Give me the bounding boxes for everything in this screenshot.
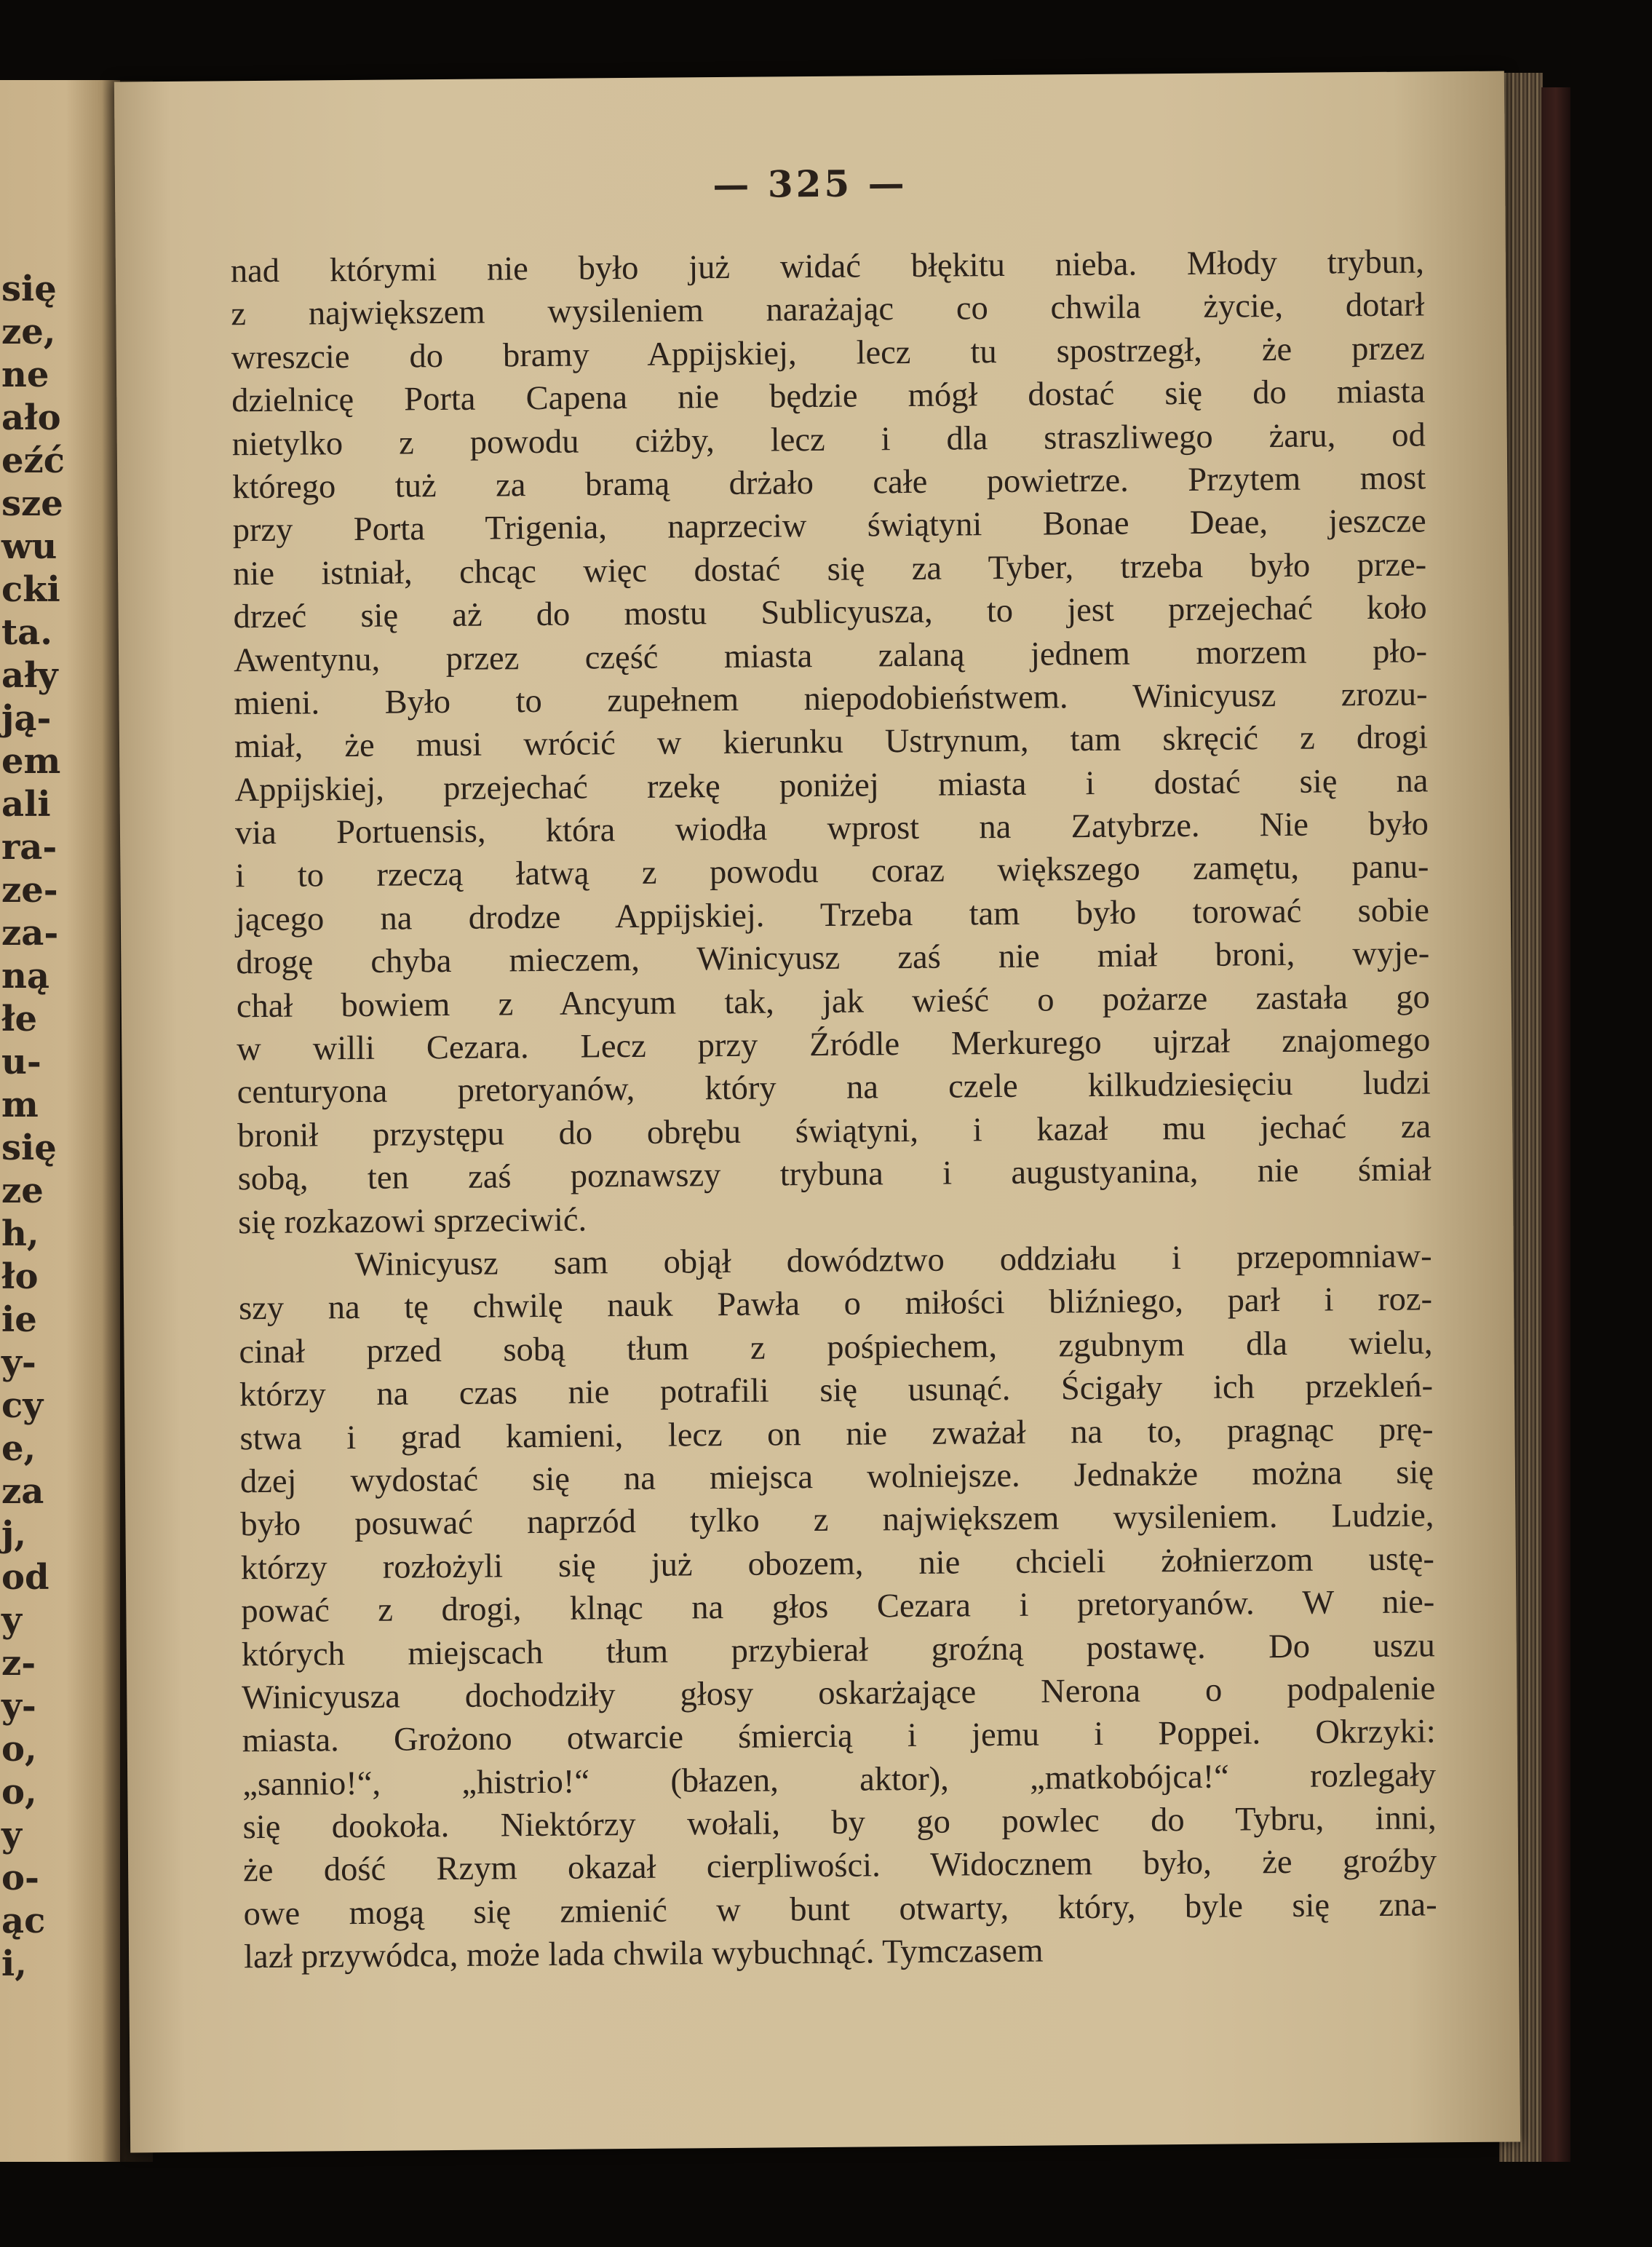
left-page-fragment: z- <box>1 1643 36 1684</box>
text-line: owe mogą się zmienić w bunt otwarty, który, byle się zna- <box>243 1886 1437 1933</box>
text-line: mieni. Było to zupełnem niepodobieństwem. Winicyusz zrozu- <box>234 675 1428 723</box>
left-page-fragment: h, <box>1 1213 39 1254</box>
text-line: drogę chyba mieczem, Winicyusz zaś nie miał broni, wyje- <box>236 935 1430 982</box>
left-page-fragment: ze, <box>1 312 56 352</box>
left-page-fragment: wu <box>1 526 57 567</box>
left-page-fragment: ne <box>1 354 49 395</box>
text-line: szy na tę chwilę nauk Pawła o miłości bliźniego, parł i roz- <box>238 1280 1433 1328</box>
text-line: dzej wydostać się na miejsca wolniejsze. Jednakże można się <box>239 1454 1434 1501</box>
text-line: miał, że musi wrócić w kierunku Ustrynum, tam skręcić z drogi <box>234 718 1429 766</box>
text-line: Appijskiej, przejechać rzekę poniżej miasta i dostać się na <box>234 762 1429 809</box>
left-page-fragment: cki <box>1 569 60 610</box>
left-page-fragment: i, <box>1 1943 27 1984</box>
left-page-fragment: y- <box>1 1342 36 1383</box>
left-page-fragment: ali <box>1 784 51 825</box>
left-page-fragment: ąc <box>1 1901 46 1941</box>
left-page-fragment: ze <box>1 1170 44 1211</box>
text-line: cinał przed sobą tłum z pośpiechem, zgubnym dla wielu, <box>239 1324 1433 1371</box>
left-page-fragment: za <box>1 1471 44 1512</box>
left-page-fragment: m <box>1 1085 39 1125</box>
text-line: nietylko z powodu ciżby, lecz i dla straszliwego żaru, od <box>231 416 1426 463</box>
text-line: via Portuensis, która wiodła wprost na Zatybrze. Nie było <box>234 805 1429 852</box>
left-page-fragment: za- <box>1 913 59 954</box>
text-line: drzeć się aż do mostu Sublicyusza, to jest przejechać koło <box>233 589 1427 636</box>
text-line: w willi Cezara. Lecz przy Źródle Merkurego ujrzał znajomego <box>237 1021 1431 1069</box>
text-line: Awentynu, przez część miasta zalaną jednem morzem pło- <box>233 632 1428 679</box>
text-line: stwa i grad kamieni, lecz on nie zważał na to, pragnąc prę- <box>239 1410 1434 1457</box>
right-page <box>114 71 1520 2153</box>
left-page-fragment: łe <box>1 999 38 1039</box>
text-line: się rozkazowi sprzeciwić. <box>237 1201 587 1241</box>
text-line: Winicyusza dochodziły głosy oskarżające Nerona o podpalenie <box>242 1670 1436 1717</box>
text-line: z największem wysileniem narażając co chwila życie, dotarł <box>231 286 1425 333</box>
left-page-fragment: eźć <box>1 440 65 481</box>
text-line: nie istniał, chcąc więc dostać się za Tyber, trzeba było prze- <box>232 546 1427 593</box>
left-page-fragment: j, <box>1 1514 27 1555</box>
text-line: centuryona pretoryanów, który na czele kilkudziesięciu ludzi <box>237 1064 1431 1111</box>
left-page-fragment: się <box>1 1128 57 1168</box>
left-page-fragment: em <box>1 741 61 782</box>
left-page-fragment: u- <box>1 1042 41 1082</box>
left-page-fragment: się <box>1 269 57 309</box>
text-line: Winicyusz sam objął dowództwo oddziału i przepomniaw- <box>354 1237 1432 1283</box>
text-line: których miejscach tłum przybierał groźną postawę. Do uszu <box>241 1626 1435 1673</box>
left-page-fragment: ze- <box>1 870 58 911</box>
text-line: się dookoła. Niektórzy wołali, by go powlec do Tybru, inni, <box>242 1799 1437 1847</box>
left-page-fragment: o, <box>1 1729 37 1770</box>
text-line: dzielnicę Porta Capena nie będzie mógł dostać się do miasta <box>231 373 1426 420</box>
left-page-fragment: o- <box>1 1858 39 1898</box>
left-page-fragment: y- <box>1 1686 36 1727</box>
left-page-fragment: ło <box>1 1256 39 1297</box>
left-page-fragment: ało <box>1 397 61 438</box>
text-line: pować z drogi, klnąc na głos Cezara i pretoryanów. W nie- <box>241 1583 1435 1630</box>
book-cover-edge <box>1541 87 1570 2162</box>
text-line: było posuwać naprzód tylko z największem wysileniem. Ludzie, <box>240 1497 1434 1544</box>
text-line: jącego na drodze Appijskiej. Trzeba tam było torować sobie <box>235 892 1430 939</box>
page-number: — 325 — <box>712 161 908 207</box>
page-body-text <box>231 240 1438 1978</box>
left-page-fragment: o, <box>1 1772 37 1812</box>
text-line: którzy rozłożyli się już obozem, nie chcieli żołnierzom ustę- <box>240 1540 1435 1587</box>
text-line: którzy na czas nie potrafili się usunąć. Ścigały ich przekleń- <box>239 1367 1434 1414</box>
left-page-fragment: e, <box>1 1428 36 1469</box>
text-line: sobą, ten zaś poznawszy trybuna i augustyanina, nie śmiał <box>237 1151 1431 1198</box>
left-page-fragment: ną <box>1 956 49 996</box>
left-page-fragment: cy <box>1 1385 44 1426</box>
text-line: wreszcie do bramy Appijskiej, lecz tu spostrzegł, że przez <box>231 330 1425 377</box>
left-page-fragment: sze <box>1 483 63 524</box>
left-page-fragment: ra- <box>1 827 57 868</box>
text-line: bronił przystępu do obrębu świątyni, i kazał mu jechać za <box>237 1108 1431 1155</box>
text-line: „sannio!“, „histrio!“ (błazen, aktor), „matkobójca!“ rozlegały <box>242 1756 1437 1803</box>
text-line: którego tuż za bramą drżało całe powietrze. Przytem most <box>232 459 1426 507</box>
left-page-fragment: ały <box>1 655 58 696</box>
left-page-fragment: ją- <box>1 698 52 739</box>
left-page-text-fragments <box>1 268 96 1986</box>
left-page-fragment: od <box>1 1557 49 1598</box>
text-line: nad którymi nie było już widać błękitu nieba. Młody trybun, <box>230 243 1425 290</box>
left-page-fragment: ta. <box>1 612 52 653</box>
text-line: że dość Rzym okazał cierpliwości. Widocznem było, że groźby <box>242 1842 1437 1890</box>
text-line: i to rzeczą łatwą z powodu coraz większego zamętu, panu- <box>235 848 1429 895</box>
text-line: chał bowiem z Ancyum tak, jak wieść o pożarze zastała go <box>236 978 1430 1025</box>
text-line: przy Porta Trigenia, naprzeciw świątyni Bonae Deae, jeszcze <box>232 502 1426 550</box>
left-page-fragment: y <box>1 1600 22 1641</box>
text-line: lazł przywódca, może lada chwila wybuchnąć. Tymczasem <box>243 1932 1044 1976</box>
text-line: miasta. Grożono otwarcie śmiercią i jemu i Poppei. Okrzyki: <box>242 1713 1436 1760</box>
left-page-fragment: y <box>1 1815 22 1855</box>
left-page-fragment: ie <box>1 1299 37 1340</box>
